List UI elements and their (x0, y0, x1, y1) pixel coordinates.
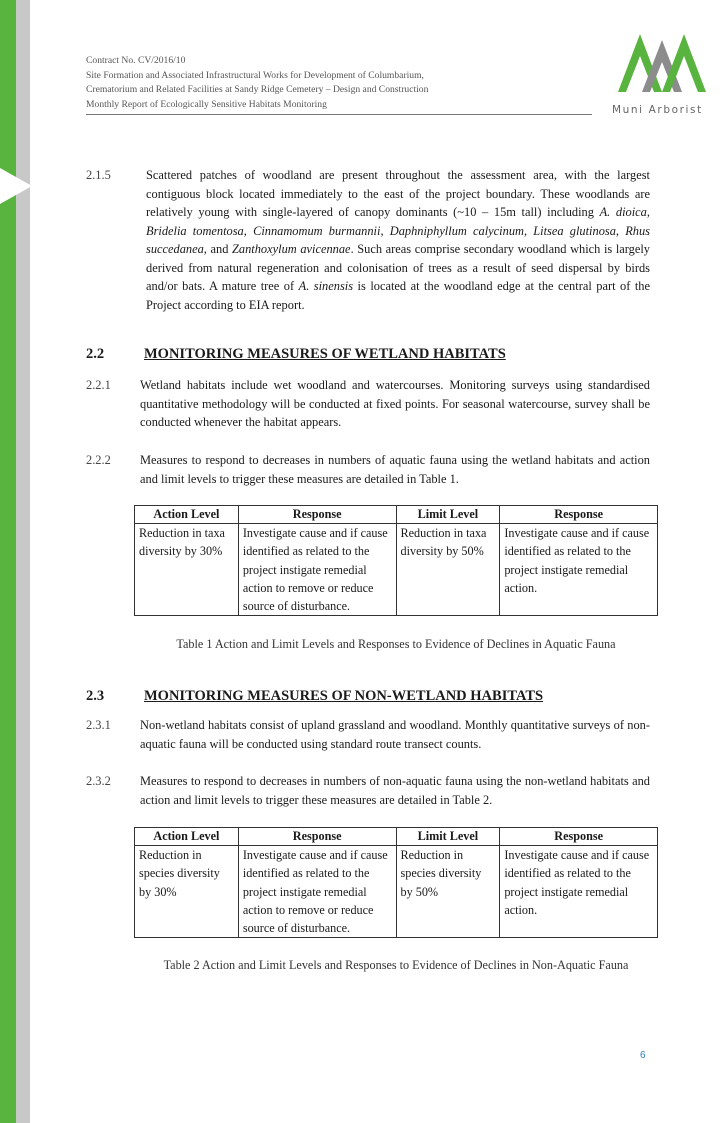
header-contract-no: Contract No. CV/2016/10 (86, 55, 186, 66)
table-1 (134, 505, 658, 616)
section-number-2-2: 2.2 (86, 346, 105, 362)
para-number-2-3-1: 2.3.1 (86, 718, 111, 732)
para-2-3-1: Non-wetland habitats consist of upland grassland and woodland. Monthly quantitative surveys of non-aquatic fauna will be conducted using standard route transect counts. (140, 718, 650, 751)
table-cell: Reduction in taxa diversity by 30% (135, 524, 239, 616)
para-number-2-1-5: 2.1.5 (86, 168, 111, 182)
table-cell: Investigate cause and if cause identified as related to the project instigate remedial action. (500, 524, 658, 616)
header-project-line2: Crematorium and Related Facilities at Sandy Ridge Cemetery – Design and Construction (86, 84, 429, 95)
table-cell: Reduction in species diversity by 50% (396, 846, 500, 938)
table-cell: Reduction in species diversity by 30% (135, 846, 239, 938)
table-2 (134, 827, 658, 938)
header-rule (86, 114, 592, 115)
para-number-2-2-2: 2.2.2 (86, 453, 111, 467)
para-2-2-1: Wetland habitats include wet woodland and watercourses. Monitoring surveys using standardised quantitative methodology will be conducted at fixed points. For seasonal watercourse, survey shall be conducted whenever the habitat appears. (140, 378, 650, 429)
section-title-wetland: MONITORING MEASURES OF WETLAND HABITATS (144, 346, 506, 362)
header-report-title: Monthly Report of Ecologically Sensitive Habitats Monitoring (86, 98, 327, 110)
table-cell: Investigate cause and if cause identified as related to the project instigate remedial action to remove or reduce source of disturbance. (238, 846, 396, 938)
table-row (135, 846, 658, 938)
table-header-cell: Action Level (135, 828, 239, 846)
table-2-header-row (135, 828, 658, 846)
para-number-2-2-1: 2.2.1 (86, 378, 111, 392)
margin-arrow-marker (0, 168, 32, 204)
header-project-line1: Site Formation and Associated Infrastructural Works for Development of Columbarium, (86, 69, 424, 81)
document-header (86, 54, 606, 112)
table-row (135, 524, 658, 616)
table-header-cell: Response (500, 828, 658, 846)
table-header-cell: Response (238, 828, 396, 846)
table-cell: Investigate cause and if cause identified as related to the project instigate remedial action to remove or reduce source of disturbance. (238, 524, 396, 616)
table-1-header-row (135, 506, 658, 524)
page-number: 6 (640, 1050, 646, 1061)
logo-wordmark: Muni Arborist (612, 104, 703, 116)
table-header-cell: Limit Level (396, 828, 500, 846)
table-2-caption: Table 2 Action and Limit Levels and Responses to Evidence of Declines in Non-Aquatic Fauna (163, 958, 629, 972)
para-2-1-5: Scattered patches of woodland are present throughout the assessment area, with the largest contiguous block located immediately to the east of the project boundary. These woodlands are relatively young with single-layered of canopy dominants (~10 – 15m tall) including A. dioica, Bridelia tomentosa, Cinnamomum burmannii, Daphniphyllum calycinum, Litsea glutinosa, Rhus succedanea, and Zanthoxylum avicennae. Such areas comprise secondary woodland which is largely derived from natural regeneration and colonisation of trees as a result of seed dispersal by birds and/or bats. A mature tree of A. sinensis is located at the woodland edge at the central part of the Project according to EIA report. (146, 168, 651, 312)
para-2-2-2: Measures to respond to decreases in numbers of aquatic fauna using the wetland habitats and action and limit levels to trigger these measures are detailed in Table 1. (140, 453, 650, 486)
para-2-3-2: Measures to respond to decreases in numbers of non-aquatic fauna using the non-wetland habitats and action and limit levels to trigger these measures are detailed in Table 2. (140, 774, 650, 807)
table-header-cell: Response (500, 506, 658, 524)
section-title-non-wetland: MONITORING MEASURES OF NON-WETLAND HABITATS (144, 688, 544, 704)
table-cell: Reduction in taxa diversity by 50% (396, 524, 500, 616)
table-header-cell: Response (238, 506, 396, 524)
para-number-2-3-2: 2.3.2 (86, 774, 111, 788)
section-number-2-3: 2.3 (86, 688, 105, 704)
table-cell: Investigate cause and if cause identified as related to the project instigate remedial action. (500, 846, 658, 938)
table-header-cell: Limit Level (396, 506, 500, 524)
table-1-caption: Table 1 Action and Limit Levels and Responses to Evidence of Declines in Aquatic Fauna (176, 637, 616, 651)
table-header-cell: Action Level (135, 506, 239, 524)
